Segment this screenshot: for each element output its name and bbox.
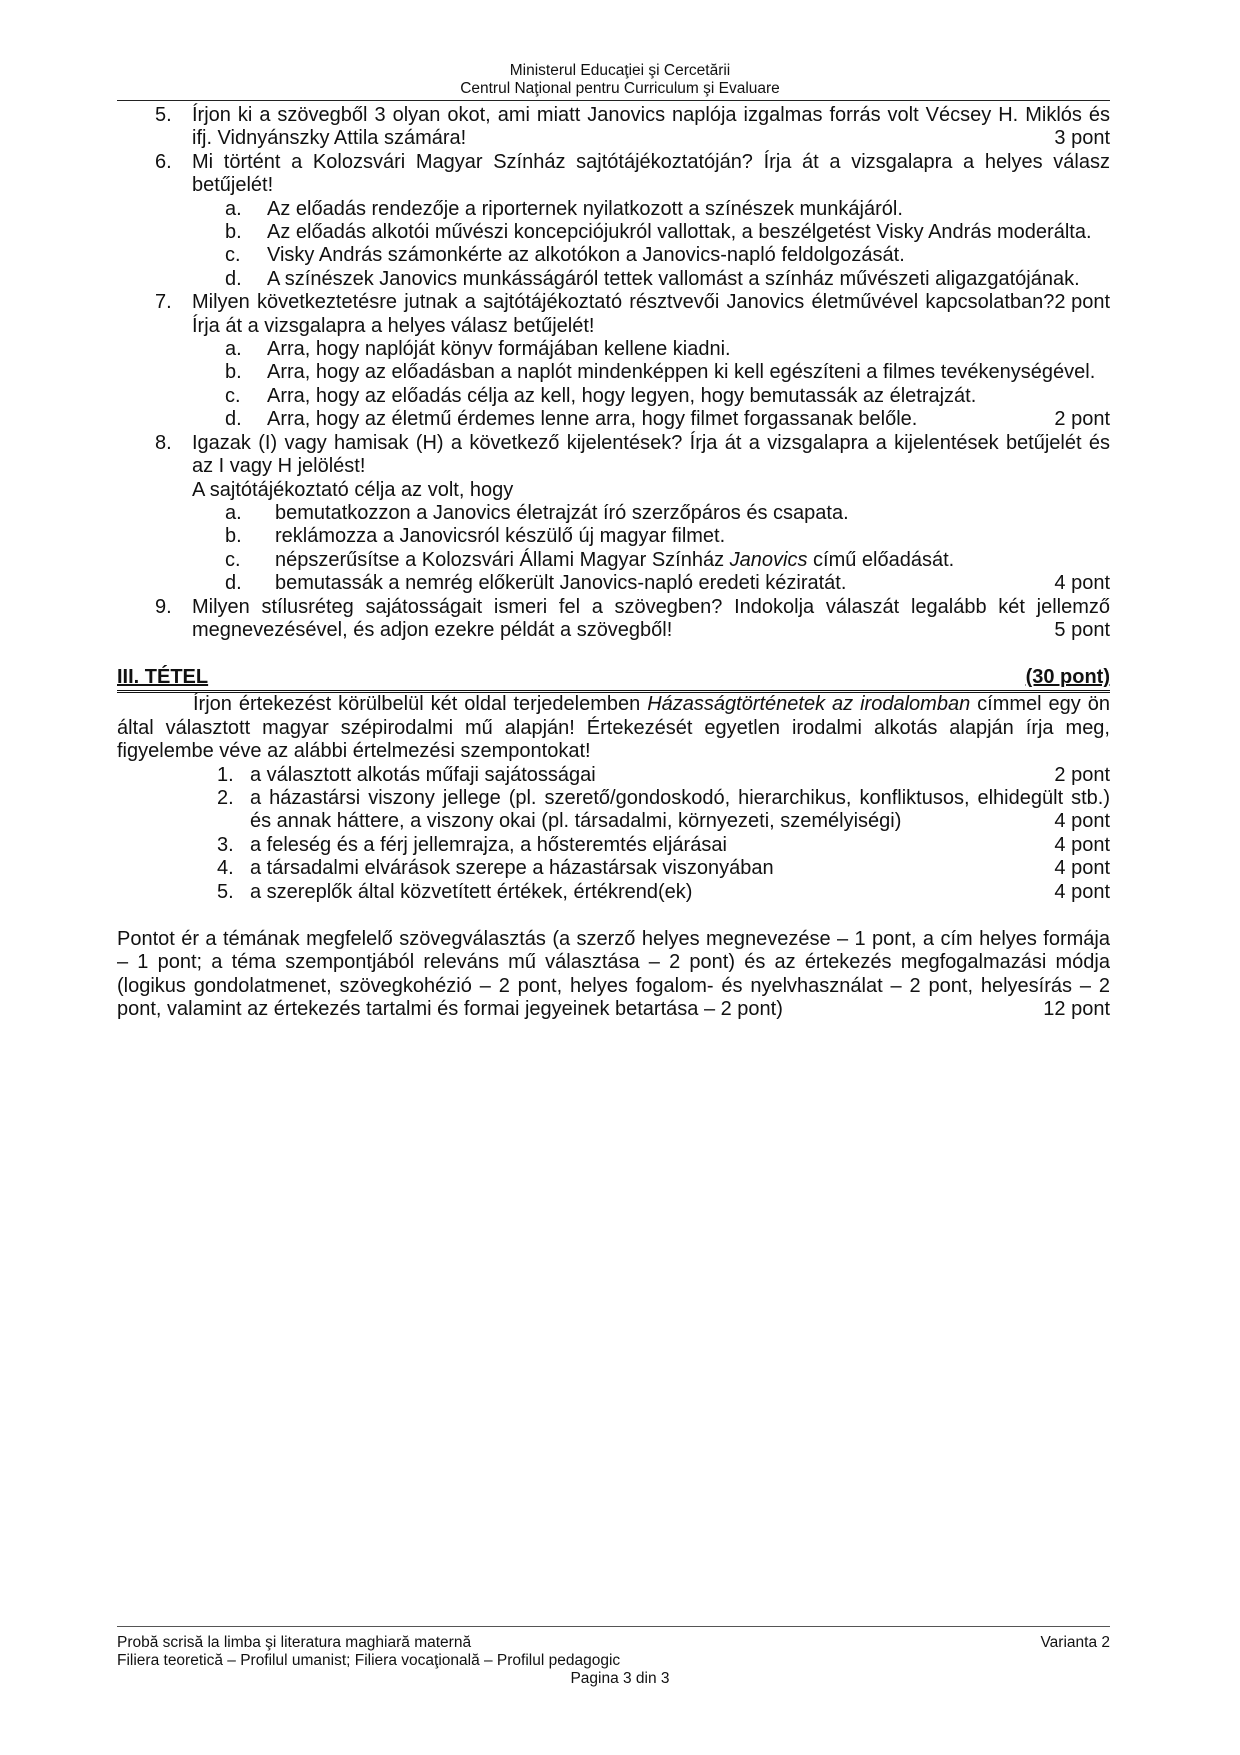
criterion xyxy=(117,881,1110,904)
header-divider xyxy=(117,100,1110,101)
essay-instructions xyxy=(117,693,1110,763)
option-letter: b. xyxy=(225,361,242,384)
question-number: 7. xyxy=(155,291,172,314)
option-letter: a. xyxy=(225,501,242,524)
answer-option xyxy=(117,502,1110,525)
criterion-text: a szereplők által közvetített értékek, értékrend(ek) xyxy=(250,880,693,903)
option-text: Az előadás alkotói művészi koncepciójukról vallottak, a beszélgetést Visky András moderálta. xyxy=(267,221,1092,244)
document-body xyxy=(117,104,1110,1022)
option-text: Arra, hogy az életmű érdemes lenne arra, hogy filmet forgassanak belőle. xyxy=(267,408,918,431)
question-points: 2 pont xyxy=(1054,291,1110,314)
scoring-text: Pontot ér a témának megfelelő szövegválasztás (a szerző helyes megnevezése – 1 pont, a cím helyes formája – 1 pont; a téma szempontjából releváns mű választása – 2 pont) és az értekezés megfogalmazási módja (logikus gondolatmenet, szövegkohézió – 2 pont, helyes fogalom- és nyelvhasználat – 2 pont, helyesírás – 2 pont, valamint az értekezés tartalmi és formai jegyeinek betartása – 2 pont) xyxy=(117,928,1110,1021)
answer-option xyxy=(117,198,1110,221)
intro-text-before: Írjon értekezést körülbelül két oldal terjedelemben xyxy=(193,693,648,716)
option-letter: b. xyxy=(225,221,242,244)
option-text: A színészek Janovics munkásságáról tettek vallomást a színház művészeti aligazgatójának. xyxy=(267,267,1080,290)
criterion xyxy=(117,834,1110,857)
question-6 xyxy=(117,151,1110,198)
option-text-after: című előadását. xyxy=(807,548,955,571)
option-text-title: Janovics xyxy=(729,548,808,571)
question-number: 6. xyxy=(155,150,172,173)
option-text: Visky András számonkérte az alkotókon a Janovics-napló feldolgozását. xyxy=(267,244,905,267)
question-9 xyxy=(117,596,1110,643)
question-text: Milyen stílusréteg sajátosságait ismeri fel a szövegben? Indokolja válaszát legalább két jellemző megnevezésével, és adjon ezekre példát a szövegből! xyxy=(192,595,1110,641)
option-text: bemutatkozzon a Janovics életrajzát író szerzőpáros és csapata. xyxy=(275,501,849,524)
question-text: Mi történt a Kolozsvári Magyar Színház sajtótájékoztatóján? Írja át a vizsgalapra a helyes válasz betűjelét! xyxy=(192,150,1110,197)
question-points: 3 pont xyxy=(1054,127,1110,150)
option-text-before: népszerűsítse a Kolozsvári Állami Magyar Színház xyxy=(275,548,730,571)
criterion-text: a társadalmi elvárások szerepe a házastársak viszonyában xyxy=(250,857,774,880)
option-letter: a. xyxy=(225,197,242,220)
answer-option xyxy=(117,221,1110,244)
question-number: 5. xyxy=(155,104,172,126)
criterion-number: 1. xyxy=(217,763,234,786)
footer-exam-name: Probă scrisă la limba şi literatura maghiară maternă xyxy=(117,1634,472,1651)
option-letter: c. xyxy=(225,548,241,571)
answer-option xyxy=(117,572,1110,595)
question-points: 5 pont xyxy=(1054,618,1110,641)
option-text: bemutassák a nemrég előkerült Janovics-napló eredeti kéziratát. xyxy=(275,572,847,595)
criterion-text: a feleség és a férj jellemrajza, a hősteremtés eljárásai xyxy=(250,833,727,856)
question-8 xyxy=(117,432,1110,502)
scoring-note xyxy=(117,928,1110,1022)
intro-text-after: címmel egy ön által választott magyar szépirodalmi mű alapján! Értekezését egyetlen irodalmi alkotás alapján írja meg, figyelembe véve az alábbi értelmezési szempontokat! xyxy=(117,693,1110,763)
question-number: 9. xyxy=(155,595,172,618)
criterion-number: 3. xyxy=(217,833,234,856)
criterion-text: a választott alkotás műfaji sajátosságai xyxy=(250,763,596,786)
answer-option xyxy=(117,361,1110,384)
answer-option xyxy=(117,338,1110,361)
question-7 xyxy=(117,291,1110,338)
answer-option xyxy=(117,525,1110,548)
criterion-points: 4 pont xyxy=(1054,833,1110,856)
criterion xyxy=(117,764,1110,787)
option-letter: a. xyxy=(225,338,242,361)
section-title: III. TÉTEL xyxy=(117,666,209,689)
criterion-points: 4 pont xyxy=(1054,810,1110,833)
scoring-points: 12 pont xyxy=(1043,998,1110,1021)
header-ministry: Ministerul Educaţiei şi Cercetării xyxy=(509,62,731,79)
question-lead: A sajtótájékoztató célja az volt, hogy xyxy=(192,478,514,501)
option-text: reklámozza a Janovicsról készülő új magyar filmet. xyxy=(275,525,726,548)
criterion-points: 4 pont xyxy=(1054,880,1110,903)
section-points: (30 pont) xyxy=(1025,666,1110,689)
answer-option xyxy=(117,549,1110,572)
question-points: 4 pont xyxy=(1054,572,1110,595)
question-text: Igazak (I) vagy hamisak (H) a következő kijelentések? Írja át a vizsgalapra a kijelentések betűjelét és az I vagy H jelölést! xyxy=(192,431,1110,478)
option-letter: c. xyxy=(225,384,241,407)
section-heading xyxy=(117,666,1110,693)
footer-profile: Filiera teoretică – Profilul umanist; Filiera vocaţională – Profilul pedagogic xyxy=(117,1652,621,1669)
header-center: Centrul Naţional pentru Curriculum şi Evaluare xyxy=(460,80,780,97)
criterion xyxy=(117,787,1110,834)
option-text: Az előadás rendezője a riporternek nyilatkozott a színészek munkájáról. xyxy=(267,197,903,220)
criterion-points: 2 pont xyxy=(1054,763,1110,786)
question-5 xyxy=(117,104,1110,151)
answer-option xyxy=(117,244,1110,267)
question-text: Milyen következtetésre jutnak a sajtótájékoztató résztvevői Janovics életművével kapcsolatban? Írja át a vizsgalapra a helyes válasz betűjelét! xyxy=(192,291,1055,337)
question-text: Írjon ki a szövegből 3 olyan okot, ami miatt Janovics naplója izgalmas forrás volt Vécsey H. Miklós és ifj. Vidnyánszky Attila számára! xyxy=(192,104,1110,150)
answer-option xyxy=(117,385,1110,408)
option-text: Arra, hogy naplóját könyv formájában kellene kiadni. xyxy=(267,338,731,361)
option-letter: b. xyxy=(225,525,242,548)
criterion-number: 4. xyxy=(217,857,234,880)
option-text: Arra, hogy az előadásban a naplót mindenképpen ki kell egészíteni a filmes tevékenységével. xyxy=(267,361,1096,384)
option-letter: d. xyxy=(225,267,242,290)
answer-option xyxy=(117,408,1110,431)
question-points: 2 pont xyxy=(1054,408,1110,431)
criterion-points: 4 pont xyxy=(1054,857,1110,880)
option-letter: c. xyxy=(225,244,241,267)
footer-divider xyxy=(117,1626,1110,1627)
footer-page-number: Pagina 3 din 3 xyxy=(570,1670,670,1687)
option-text: Arra, hogy az előadás célja az kell, hogy legyen, hogy bemutassák az életrajzát. xyxy=(267,384,977,407)
footer-variant: Varianta 2 xyxy=(1040,1634,1110,1651)
option-letter: d. xyxy=(225,408,242,431)
criterion-number: 2. xyxy=(217,786,234,809)
criterion xyxy=(117,857,1110,880)
essay-title: Házasságtörténetek az irodalomban xyxy=(647,693,971,716)
question-number: 8. xyxy=(155,431,172,454)
criterion-text: a házastársi viszony jellege (pl. szerető/gondoskodó, hierarchikus, konfliktusos, elhidegült stb.) és annak háttere, a viszony okai (pl. társadalmi, környezeti, személyiségi) xyxy=(250,786,1110,833)
option-letter: d. xyxy=(225,572,242,595)
criterion-number: 5. xyxy=(217,880,234,903)
